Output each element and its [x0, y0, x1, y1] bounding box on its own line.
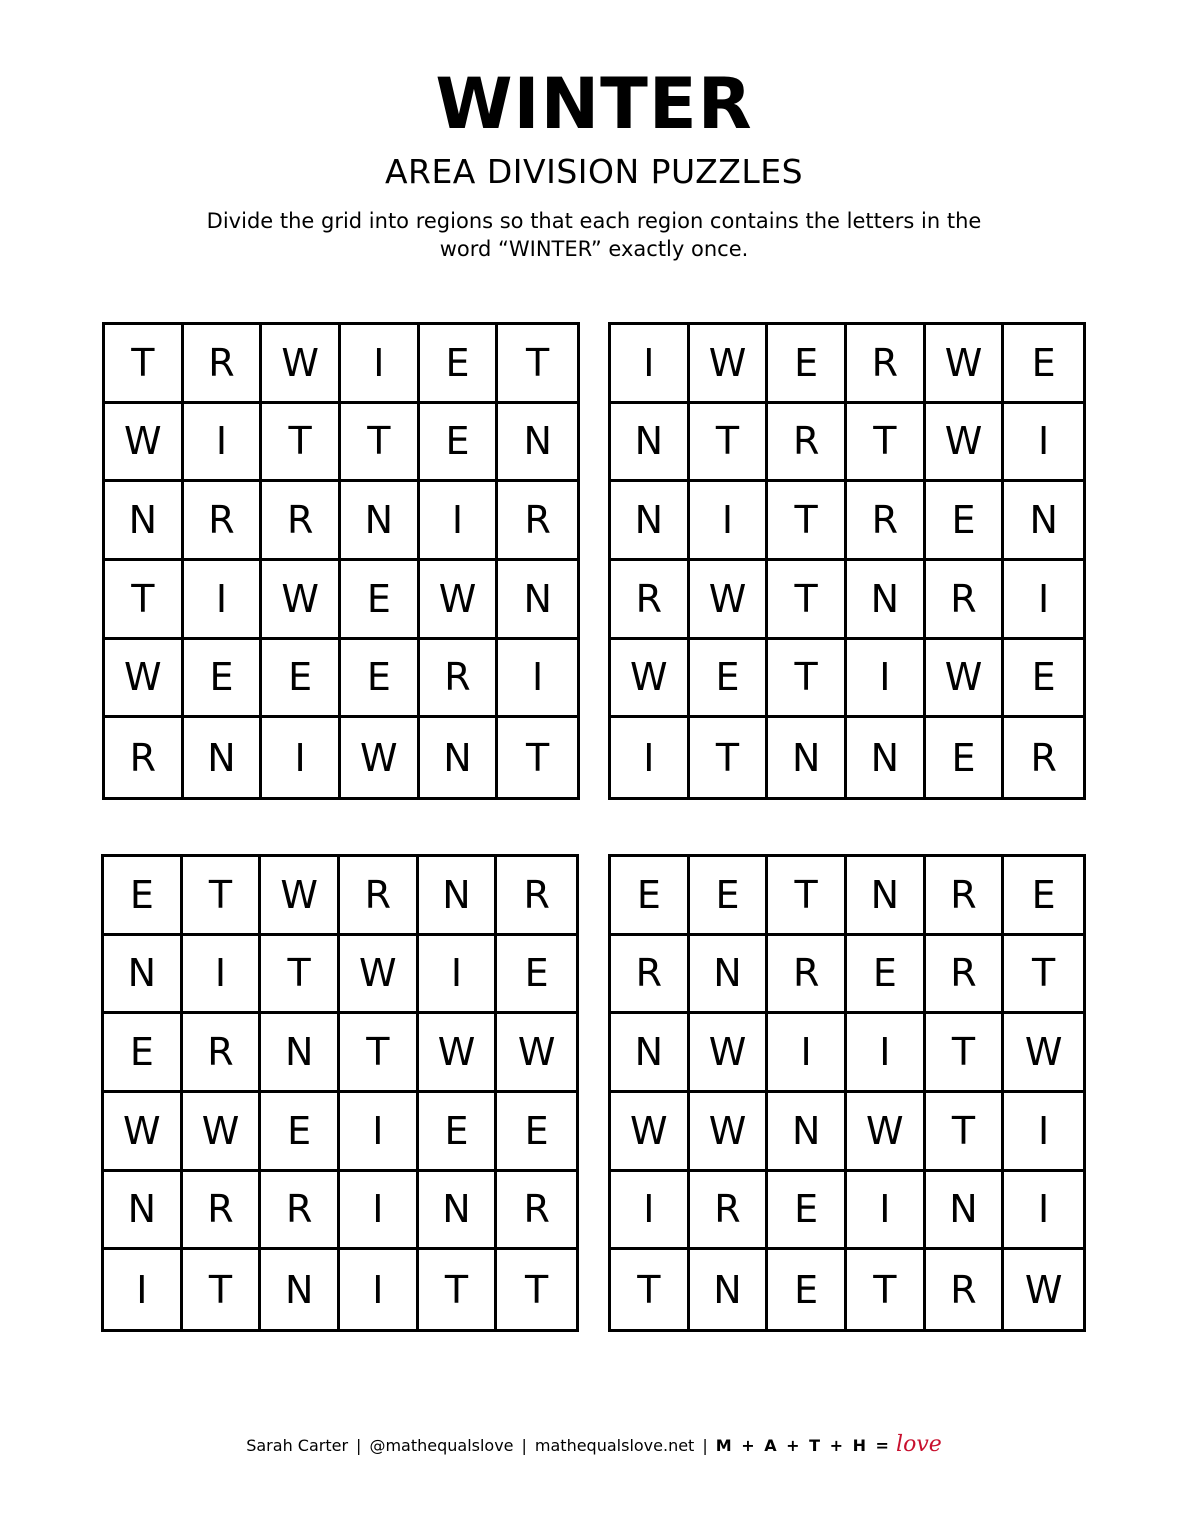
puzzle-cell: W [926, 404, 1005, 483]
puzzle-cell: W [611, 640, 690, 719]
puzzle-cell: N [847, 561, 926, 640]
footer-handle: @mathequalslove [369, 1436, 514, 1455]
puzzle-cell: R [420, 640, 499, 719]
puzzle-cell: I [768, 1014, 847, 1093]
puzzle-grid-2 [608, 322, 1086, 800]
footer-divider: | [702, 1436, 708, 1455]
page-title: WINTER [435, 63, 753, 145]
puzzle-cell: I [611, 1172, 690, 1251]
puzzle-cell: I [847, 1172, 926, 1251]
puzzle-cell: I [847, 640, 926, 719]
puzzle-cell: N [690, 936, 769, 1015]
puzzle-cell: W [690, 1014, 769, 1093]
footer-divider: | [356, 1436, 362, 1455]
puzzle-cell: W [183, 1093, 262, 1172]
puzzle-cell: E [1004, 640, 1083, 719]
puzzle-cell: W [105, 404, 184, 483]
puzzle-cell: T [419, 1250, 498, 1329]
puzzle-cell: W [261, 857, 340, 936]
puzzle-cell: R [926, 561, 1005, 640]
puzzle-cell: T [768, 640, 847, 719]
puzzle-cell: R [262, 482, 341, 561]
puzzle-grid-4 [608, 854, 1086, 1332]
puzzle-cell: R [847, 482, 926, 561]
puzzle-cell: E [1004, 325, 1083, 404]
puzzle-cell: I [498, 640, 577, 719]
puzzle-cell: T [847, 1250, 926, 1329]
footer-divider: | [521, 1436, 527, 1455]
puzzle-cell: R [768, 936, 847, 1015]
puzzle-cell: R [611, 936, 690, 1015]
puzzle-cell: N [768, 718, 847, 797]
footer-brand-logo: M + A + T + H = [715, 1436, 891, 1455]
puzzle-cell: W [105, 640, 184, 719]
puzzle-cell: T [847, 404, 926, 483]
puzzle-cell: T [341, 404, 420, 483]
puzzle-cell: N [498, 561, 577, 640]
puzzle-cell: N [611, 482, 690, 561]
puzzle-cell: W [690, 561, 769, 640]
puzzle-cell: I [847, 1014, 926, 1093]
puzzle-cell: W [690, 1093, 769, 1172]
puzzle-cell: E [104, 1014, 183, 1093]
puzzle-cell: E [262, 640, 341, 719]
puzzle-cell: R [926, 936, 1005, 1015]
puzzle-cell: T [525, 1267, 549, 1312]
puzzle-cell: T [183, 857, 262, 936]
puzzle-cell: I [340, 1093, 419, 1172]
puzzle-cell: W [926, 640, 1005, 719]
puzzle-cell: T [105, 325, 184, 404]
puzzle-cell: I [611, 325, 690, 404]
puzzle-cell: R [611, 561, 690, 640]
puzzle-cell: R [690, 1172, 769, 1251]
puzzle-cell: N [261, 1014, 340, 1093]
puzzle-cell: R [261, 1172, 340, 1251]
puzzle-cell: N [419, 857, 498, 936]
puzzle-cell: N [420, 718, 499, 797]
puzzle-cell: I [184, 404, 263, 483]
puzzle-cell: I [690, 482, 769, 561]
puzzle-cell: N [611, 1014, 690, 1093]
puzzle-cell: E [768, 1250, 847, 1329]
puzzle-cell: E [768, 325, 847, 404]
puzzle-cell: T [526, 735, 550, 780]
footer-author: Sarah Carter [246, 1436, 349, 1455]
puzzle-cell: T [261, 936, 340, 1015]
puzzle-cell: T [498, 325, 577, 404]
puzzle-cell: N [105, 482, 184, 561]
puzzle-cell: I [184, 561, 263, 640]
puzzle-cell: E [497, 1093, 576, 1172]
puzzle-cell: T [768, 857, 847, 936]
puzzle-cell: T [768, 561, 847, 640]
puzzle-cell: W [419, 1014, 498, 1093]
puzzle-cell: I [262, 718, 341, 797]
puzzle-cell: R [926, 857, 1005, 936]
puzzle-cell: R [926, 1250, 1005, 1329]
puzzle-cell: W [1024, 1267, 1063, 1312]
puzzle-cell: T [611, 1250, 690, 1329]
puzzle-cell: N [847, 857, 926, 936]
puzzle-cell: E [926, 718, 1005, 797]
puzzle-cell: N [104, 936, 183, 1015]
puzzle-cell: T [690, 404, 769, 483]
puzzle-cell: N [104, 1172, 183, 1251]
puzzle-cell: E [341, 640, 420, 719]
puzzle-cell: W [926, 325, 1005, 404]
puzzle-cell: N [184, 718, 263, 797]
puzzle-cell: W [847, 1093, 926, 1172]
puzzle-cell: R [497, 857, 576, 936]
puzzle-cell: R [768, 404, 847, 483]
footer [0, 1430, 1188, 1461]
puzzle-cell: W [690, 325, 769, 404]
footer-brand-love: love [896, 1432, 942, 1457]
puzzle-cell: I [340, 1250, 419, 1329]
instructions [174, 207, 1014, 263]
puzzle-cell: E [611, 857, 690, 936]
puzzle-cell: E [768, 1172, 847, 1251]
puzzle-cell: E [847, 936, 926, 1015]
puzzle-cell: N [768, 1093, 847, 1172]
puzzle-cell: E [1004, 857, 1083, 936]
puzzle-cell: R [184, 325, 263, 404]
puzzle-grid-1 [102, 322, 580, 800]
puzzle-cell: R [498, 482, 577, 561]
page-subtitle: AREA DIVISION PUZZLES [384, 152, 804, 191]
footer-site: mathequalslove.net [534, 1436, 695, 1455]
puzzle-cell: W [611, 1093, 690, 1172]
puzzle-cell: E [419, 1093, 498, 1172]
puzzle-cell: N [611, 404, 690, 483]
puzzle-cell: W [341, 718, 420, 797]
puzzle-cell: T [183, 1250, 262, 1329]
puzzle-cell: I [419, 936, 498, 1015]
puzzle-cell: T [1004, 936, 1083, 1015]
puzzle-cell: E [420, 404, 499, 483]
puzzle-cell: I [420, 482, 499, 561]
puzzle-cell: N [341, 482, 420, 561]
puzzle-cell: T [690, 718, 769, 797]
puzzle-cell: T [768, 482, 847, 561]
puzzle-cell: R [497, 1172, 576, 1251]
puzzle-cell: T [105, 561, 184, 640]
puzzle-cell: I [340, 1172, 419, 1251]
puzzle-cell: W [104, 1093, 183, 1172]
puzzle-cell: N [419, 1172, 498, 1251]
puzzle-cell: W [262, 561, 341, 640]
puzzle-cell: I [183, 936, 262, 1015]
puzzle-cell: I [104, 1250, 183, 1329]
puzzle-cell: R [340, 857, 419, 936]
puzzle-cell: I [1004, 1093, 1083, 1172]
puzzle-cell: W [340, 936, 419, 1015]
puzzle-cell: I [1004, 561, 1083, 640]
puzzle-cell: E [497, 936, 576, 1015]
puzzle-cell: E [690, 640, 769, 719]
puzzle-cell: E [690, 857, 769, 936]
puzzle-cell: E [184, 640, 263, 719]
puzzle-cell: R [184, 482, 263, 561]
puzzle-cell: T [926, 1014, 1005, 1093]
puzzle-cell: T [926, 1093, 1005, 1172]
puzzle-cell: E [104, 857, 183, 936]
puzzle-cell: W [497, 1014, 576, 1093]
puzzle-cell: T [340, 1014, 419, 1093]
puzzle-cell: R [183, 1014, 262, 1093]
puzzle-cell: E [926, 482, 1005, 561]
puzzle-cell: N [690, 1250, 769, 1329]
puzzle-cell: N [847, 718, 926, 797]
puzzle-cell: R [183, 1172, 262, 1251]
puzzle-cell: N [926, 1172, 1005, 1251]
puzzle-cell: I [341, 325, 420, 404]
puzzle-cell: T [262, 404, 341, 483]
puzzle-cell: R [1030, 735, 1057, 780]
puzzle-cell: W [262, 325, 341, 404]
puzzle-cell: R [847, 325, 926, 404]
puzzle-cell: N [1004, 482, 1083, 561]
puzzle-cell: I [611, 718, 690, 797]
puzzle-cell: N [498, 404, 577, 483]
puzzle-cell: E [261, 1093, 340, 1172]
puzzle-cell: N [261, 1250, 340, 1329]
puzzle-cell: E [420, 325, 499, 404]
instructions-line-1: Divide the grid into regions so that each region contains the letters in the [206, 209, 982, 233]
instructions-line-2: word “WINTER” exactly once. [439, 237, 749, 261]
puzzle-grid-3 [101, 854, 579, 1332]
puzzle-cell: I [1004, 1172, 1083, 1251]
puzzle-cell: E [341, 561, 420, 640]
puzzle-cell: W [420, 561, 499, 640]
puzzle-cell: W [1004, 1014, 1083, 1093]
puzzle-cell: R [105, 718, 184, 797]
puzzle-cell: I [1004, 404, 1083, 483]
